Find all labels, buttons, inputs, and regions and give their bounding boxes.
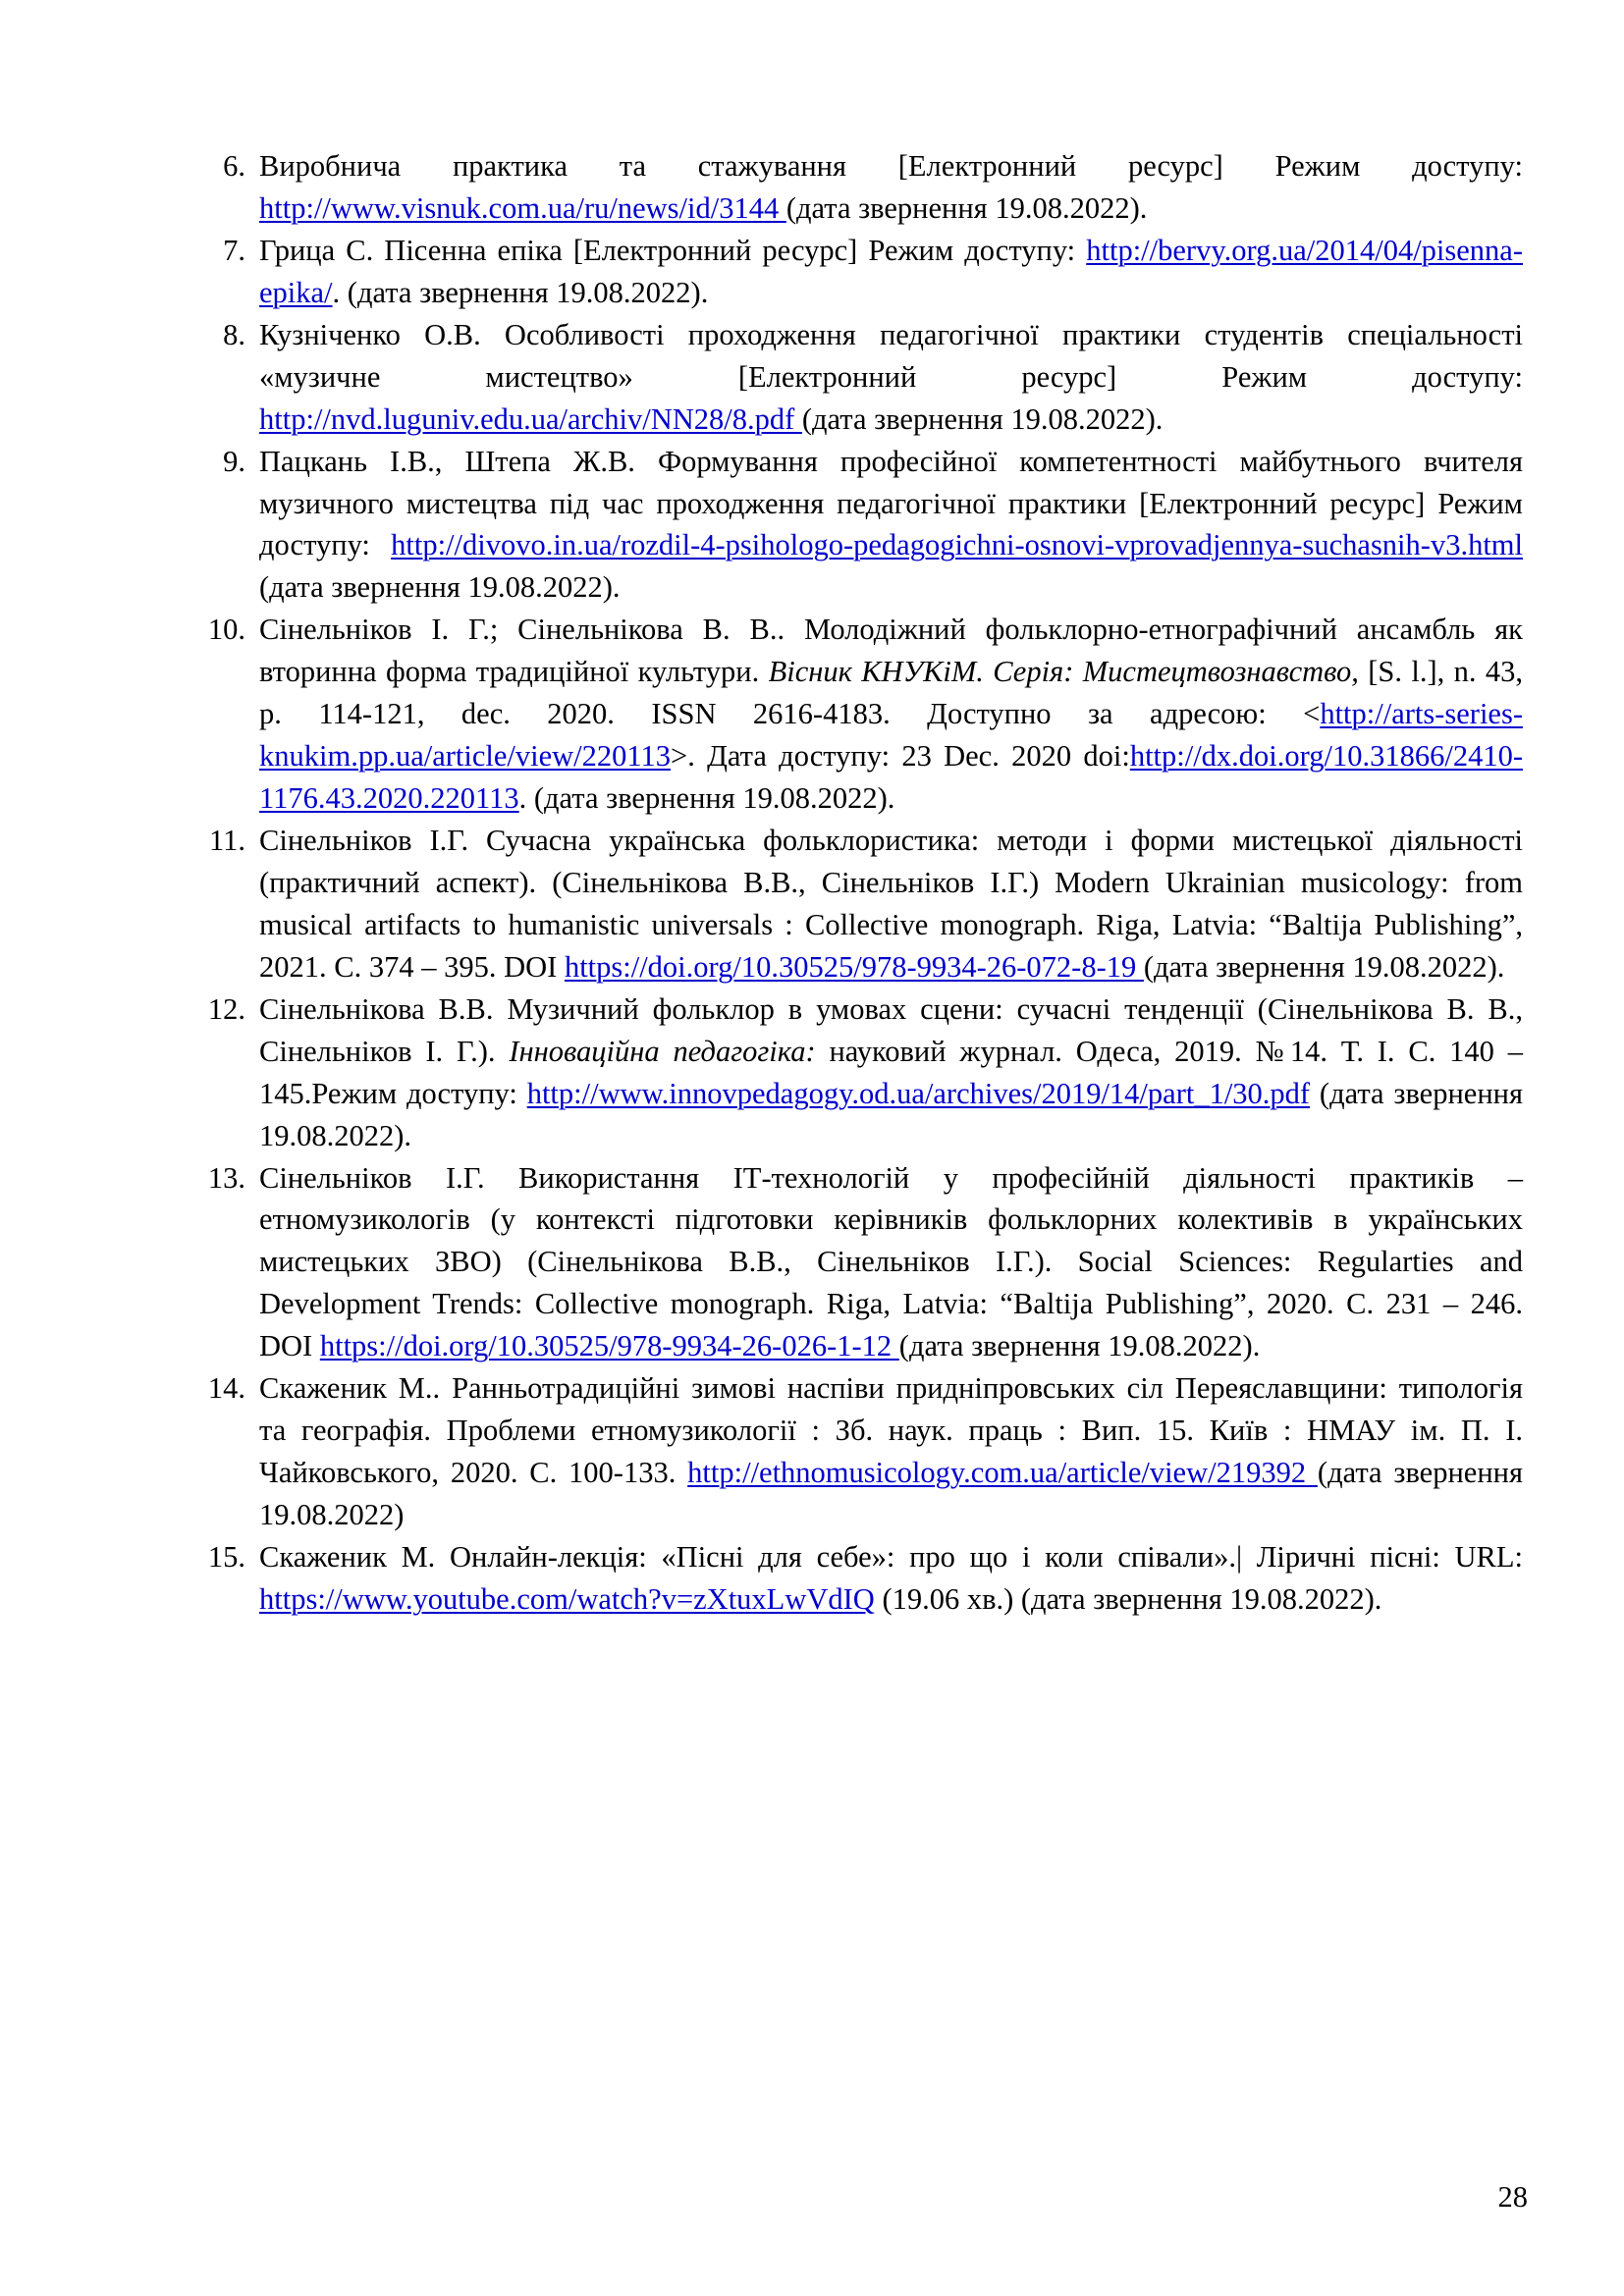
reference-number: 15. — [207, 1539, 245, 1574]
reference-link[interactable]: https://www.youtube.com/watch?v=zXtuxLwVdIQ — [259, 1581, 875, 1616]
reference-number: 8. — [223, 317, 245, 351]
reference-item — [192, 314, 1523, 441]
reference-text: Виробнича практика та стажування [Електронний ресурс] Режим доступу: — [259, 149, 1523, 183]
page-number: 28 — [1497, 2180, 1528, 2215]
references-section — [192, 145, 1523, 1621]
reference-number: 12. — [207, 991, 245, 1026]
reference-link[interactable]: http://dx.doi.org/10.31866/2410-1176.43.2020.220113 — [259, 739, 1523, 816]
reference-number: 10. — [207, 613, 245, 647]
reference-number: 13. — [207, 1160, 245, 1195]
reference-text: . (дата звернення 19.08.2022). — [518, 781, 895, 816]
reference-text: (19.06 хв.) (дата звернення 19.08.2022). — [874, 1581, 1382, 1616]
reference-text: . (дата звернення 19.08.2022). — [332, 275, 709, 309]
reference-text: Кузніченко О.В. Особливості проходження педагогічної практики студентів спеціальності «музичне мистецтво» [Електронний ресурс] Режим доступу: — [259, 317, 1523, 394]
reference-text: Грица С. Пісенна епіка [Електронний ресурс] Режим доступу: — [259, 233, 1087, 267]
reference-text: (дата звернення 19.08.2022). — [1143, 949, 1505, 984]
reference-link[interactable]: http://bervy.org.ua/2014/04/pisenna-epika/ — [259, 233, 1523, 309]
reference-number: 7. — [223, 233, 245, 267]
reference-item — [192, 1536, 1523, 1621]
reference-text: (дата звернення 19.08.2022). — [801, 401, 1164, 436]
reference-link[interactable]: http://nvd.luguniv.edu.ua/archiv/NN28/8.pdf — [259, 401, 802, 436]
reference-text: Пацкань І.В., Штепа Ж.В. Формування професійної компетентності майбутнього вчителя музичного мистецтва під час проходження педагогічної практики [Електронний ресурс] Режим доступу: — [259, 444, 1523, 562]
reference-item — [192, 1157, 1523, 1368]
reference-item — [192, 988, 1523, 1157]
reference-item — [192, 609, 1523, 820]
reference-text: Скаженик М. Онлайн-лекція: «Пісні для себе»: про що і коли співали».| Ліричні пісні: URL: — [259, 1539, 1523, 1574]
reference-link[interactable]: http://www.visnuk.com.ua/ru/news/id/3144 — [259, 190, 786, 225]
reference-number: 6. — [223, 149, 245, 183]
reference-text: Сінельніков І.Г. Використання ІТ-технологій у професійній діяльності практиків – етномузикологів (у контексті підготовки керівників фольклорних колективів в українських мистецьких ЗВО) (Сінельнікова В.В., Сінельніков І.Г.). Social Sciences: Regularties and Development Trends: Collective monograph. Riga, Latvia: “Baltija Publishing”, 2020. С. 231 – 246. DOI — [259, 1160, 1523, 1363]
reference-item — [192, 820, 1523, 988]
reference-text: (дата звернення 19.08.2022). — [259, 1076, 1523, 1152]
reference-text: Сінельніков І.Г. Сучасна українська фольклористика: методи і форми мистецької діяльності (практичний аспект). (Сінельнікова В.В., Сінельніков І.Г.) Modern Ukrainian musicology: from musical artifacts to humanistic universals : Collective monograph. Riga, Latvia: “Baltija Publishing”, 2021. С. 374 – 395. DOI — [259, 824, 1523, 984]
reference-text: [S. l.], n. 43, p. 114-121, dec. 2020. ISSN 2616-4183. Доступно за адресою: < — [259, 655, 1523, 731]
reference-text: Сінельніков І. Г.; Сінельнікова В. В.. Молодіжний фольклорно-етнографічний ансамбль як вторинна форма традиційної культури. — [259, 613, 1523, 689]
reference-link[interactable]: http://www.innovpedagogy.od.ua/archives/2019/14/part_1/30.pdf — [526, 1076, 1311, 1110]
reference-link[interactable]: http://ethnomusicology.com.ua/article/view/219392 — [687, 1456, 1318, 1490]
reference-item — [192, 230, 1523, 314]
reference-text: (дата звернення 19.08.2022). — [259, 570, 621, 605]
reference-list — [192, 145, 1523, 1621]
reference-item — [192, 1367, 1523, 1536]
reference-number: 9. — [223, 444, 245, 478]
reference-number: 14. — [207, 1371, 245, 1406]
reference-text: Сінельнікова В.В. Музичний фольклор в умовах сцени: сучасні тенденції (Сінельнікова В. В., Сінельніков І. Г.). — [259, 991, 1523, 1068]
reference-text: >. Дата доступу: 23 Dec. 2020 doi: — [671, 739, 1130, 774]
reference-link[interactable]: https://doi.org/10.30525/978-9934-26-026-1-12 — [319, 1329, 899, 1363]
reference-link[interactable]: http://arts-series-knukim.pp.ua/article/view/220113 — [259, 697, 1523, 774]
reference-source-title: Інноваційна педагогіка: — [509, 1034, 816, 1068]
reference-number: 11. — [209, 824, 245, 857]
reference-source-title: Вісник КНУКіМ. Серія: Мистецтвознавство, — [768, 655, 1359, 689]
reference-text: (дата звернення 19.08.2022). — [898, 1329, 1261, 1363]
reference-text: Скаженик М.. Ранньотрадиційні зимові наспіви придніпровських сіл Переяславщини: типологія та географія. Проблеми етномузикології : Зб. наук. праць : Вип. 15. Київ : НМАУ ім. П. І. Чайковського, 2020. С. 100-133. — [259, 1371, 1523, 1490]
reference-text: науковий журнал. Одеса, 2019. №14. Т. І. С. 140 – 145.Режим доступу: — [259, 1034, 1523, 1110]
reference-link[interactable]: https://doi.org/10.30525/978-9934-26-072-8-19 — [564, 949, 1144, 984]
reference-link[interactable]: http://divovo.in.ua/rozdil-4-psihologo-pedagogichni-osnovi-vprovadjennya-suchasnih-v3.html — [391, 528, 1523, 562]
reference-text: (дата звернення 19.08.2022). — [785, 190, 1148, 225]
reference-item — [192, 145, 1523, 230]
reference-text: (дата звернення 19.08.2022) — [259, 1456, 1523, 1531]
reference-item — [192, 441, 1523, 610]
